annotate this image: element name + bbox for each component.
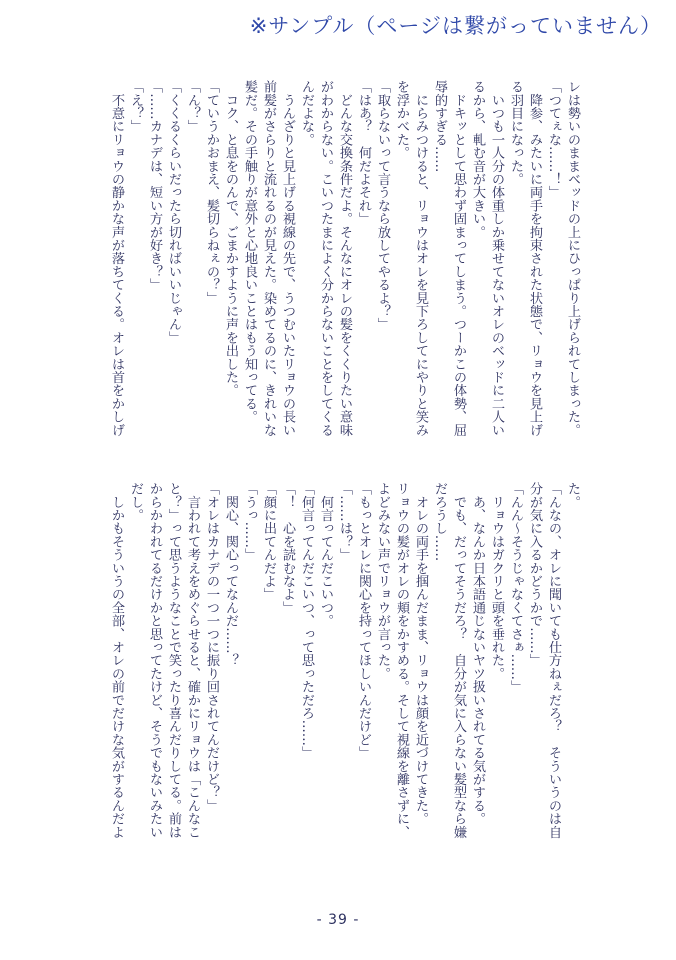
text-line: 「……は？」 <box>337 482 352 562</box>
text-line: からかわれてるだけかと思ってたけど、そうでもないみたい <box>147 482 162 839</box>
text-line: 「んなの、オレに聞いても仕方ねぇだろ？ そういうのは自 <box>546 482 561 839</box>
text-line: どんな交換条件だよ。そんなにオレの髪をくくりたい意味 <box>337 80 352 437</box>
text-line: あ、なんか日本語通じないヤツ扱いされてる気がする。 <box>470 482 485 826</box>
text-line: る羽目になった。 <box>508 80 523 186</box>
text-line: んだよな。 <box>299 80 314 146</box>
text-line: るから、軋む音が大きい。 <box>470 80 485 239</box>
text-line: 髪だ。その手触りが意外と心地良いことはもう知ってる。 <box>242 80 257 424</box>
text-line: 関心、関心ってなんだ……？ <box>223 482 238 667</box>
text-line: うんざりと見上げる視線の先で、うつむいたリョウの長い <box>280 80 295 437</box>
text-line: 「……カナデは、短い方が好き？」 <box>147 80 162 292</box>
text-line: 「何言ってんだこいつ、って思っただろ……」 <box>299 482 314 760</box>
text-line: レは勢いのままベッドの上にひっぱり上げられてしまった。 <box>565 80 580 437</box>
text-column-bottom <box>62 482 582 862</box>
text-line: リョウはガクリと頭を垂れた。 <box>489 482 504 680</box>
text-line: 「つてぇな……！」 <box>546 80 561 199</box>
text-line: だろうし…… <box>432 482 447 562</box>
sample-notice-banner: ※サンプル（ページは繋がっていません） <box>249 14 662 38</box>
page-number: - 39 - <box>316 912 360 928</box>
text-line: 「くくるくらいだったら切ればいいじゃん」 <box>166 80 181 344</box>
text-line: 「ていうかおまえ、髪切らねぇの？」 <box>204 80 219 305</box>
text-line: 「え？」 <box>128 80 143 133</box>
text-line: コク、と息をのんで、ごまかすように声を出した。 <box>223 80 238 397</box>
text-line: しかもそういうの全部、オレの前でだけな気がするんだよ <box>109 482 124 839</box>
text-line: がわからない。こいつたまによく分からないことをしてくる <box>318 80 333 437</box>
text-line: 降参、みたいに両手を拘束された状態で、リョウを見上げ <box>527 80 542 437</box>
text-line: ドキッとして思わず固まってしまう。つーかこの体勢、屈 <box>451 80 466 437</box>
text-line: だし。 <box>128 482 143 522</box>
text-line: リョウの髪がオレの頬をかすめる。そして視線を離さずに、 <box>394 482 409 839</box>
text-line: と？」って思うようなことで笑ったり喜んだりしてる。前は <box>166 482 181 839</box>
text-line: 「！ 心を読むなよ」 <box>280 482 295 614</box>
text-line: 「うっ……」 <box>242 482 257 562</box>
text-line: 前髪がさらりと流れるのが見えた。染めてるのに、きれいな <box>261 80 276 437</box>
text-line: 「んん～そうじゃなくてさぁ……」 <box>508 482 523 694</box>
text-line: 不意にリョウの静かな声が落ちてくる。オレは首をかしげ <box>109 80 124 437</box>
text-line: 「はあ？ 何だよそれ」 <box>356 80 371 226</box>
text-line: を浮かべた。 <box>394 80 409 160</box>
text-line: 「取らないって言うなら放してやるよ？」 <box>375 80 390 331</box>
text-line: 言われて考えをめぐらせると、確かにリョウは「こんなこ <box>185 482 200 839</box>
text-line: いつも一人分の体重しか乗せてないオレのベッドに二人い <box>489 80 504 437</box>
text-line: オレの両手を掴んだまま、リョウは顔を近づけてきた。 <box>413 482 428 826</box>
text-column-top <box>62 80 582 460</box>
text-line: よどみない声でリョウが言った。 <box>375 482 390 680</box>
text-line: た。 <box>565 482 580 509</box>
text-line: 「ん？」 <box>185 80 200 133</box>
text-line: 「オレはカナデの一つ一つに振り回されてんだけど？」 <box>204 482 219 812</box>
text-line: にらみつけると、リョウはオレを見下ろしてにやりと笑み <box>413 80 428 437</box>
text-line: 分が気に入るかどうかで……」 <box>527 482 542 667</box>
text-line: 辱的すぎる…… <box>432 80 447 173</box>
text-line: 「顔に出てんだよ」 <box>261 482 276 601</box>
text-line: 何言ってんだこいつ。 <box>318 482 333 628</box>
text-line: 「もっとオレに関心を持ってほしいんだけど」 <box>356 482 371 760</box>
text-line: でも、だってそうだろ？ 自分が気に入らない髪型なら嫌 <box>451 482 466 839</box>
